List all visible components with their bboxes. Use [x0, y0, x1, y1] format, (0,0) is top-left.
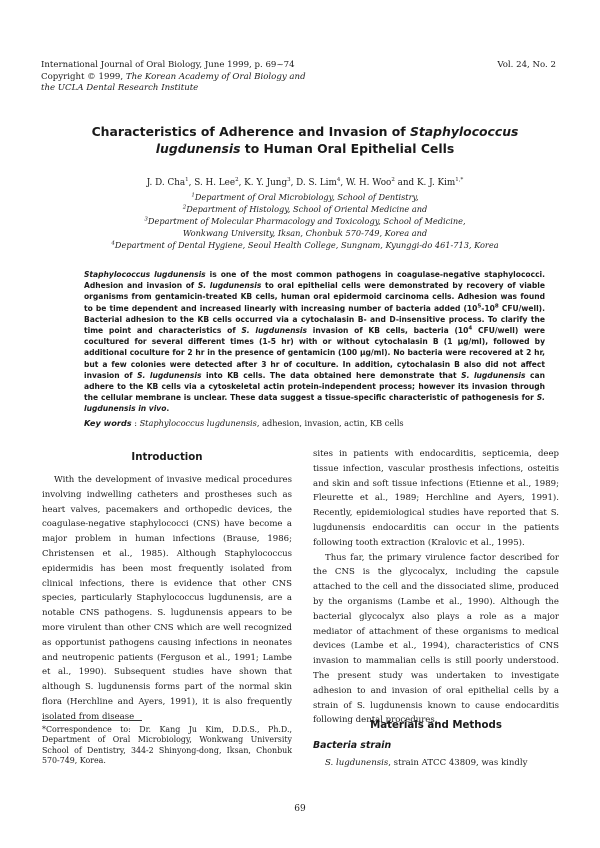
footnote-rule	[42, 720, 142, 721]
affiliation-text: Wonkwang University, Iksan, Chonbuk 570-749, Korea and	[182, 228, 428, 238]
correspondence-footnote: *Correspondence to: Dr. Kang Ju Kim, D.D.S., Ph.D., Department of Oral Microbiology, Wonkwang University School of Dentistry, 344-2 Shinyong-dong, Iksan, Chonbuk 570-749, Korea.	[42, 725, 292, 766]
abstract-text: invasion of KB cells, bacteria (10	[307, 326, 469, 336]
keywords-sep: :	[131, 418, 140, 428]
intro-heading: Introduction	[131, 452, 203, 463]
affiliation-sup: 3	[144, 216, 148, 223]
affiliation-text: Department of Histology, School of Oriental Medicine and	[186, 204, 428, 214]
abstract-text: CFU/well) were cocultured for several different times (1-5 hr) with or without cytochalasin B (1 µg/ml), followed by additional coculture for 2 hr in the presence of gentamicin (100 µg/ml). No bacteria were recovered at 2 hr, but a few colonies were detected after 3 hr of coculture. In addition, cytochalasin B also did not affect invasion of	[84, 326, 545, 380]
abstract-text: into KB cells. The data obtained here demonstrate that	[201, 370, 462, 380]
copyright-org: The Korean Academy of Oral Biology and	[125, 71, 306, 82]
volume-label: Vol. 24, No. 2	[497, 60, 556, 70]
methods-first-line	[313, 758, 559, 768]
bacteria-strain-heading: Bacteria strain	[313, 740, 392, 751]
abstract-text: -10	[481, 303, 495, 313]
right-column	[313, 447, 559, 728]
intro-paragraph-3: Thus far, the primary virulence factor described for the CNS is the glycocalyx, including the capsule attached to the cell and the dissociated slime, produced by the organisms (Lambe et al., 1990). Although the bacterial glycocalyx also plays a role as a major mediator of attachment of these organisms to medical devices (Lambe et al., 1994), characteristics of CNS invasion to mammalian cells is still poorly understood. The present study was undertaken to investigate adhesion to and invasion of oral epithelial cells by a strain of S. lugdunensis known to cause endocarditis following dental procedures.	[313, 552, 559, 726]
abstract-text: .	[166, 404, 170, 414]
methods-text: , strain ATCC 43809, was kindly	[388, 758, 528, 768]
author-sup: 1,*	[455, 177, 464, 184]
species-name: S. lugdunensis	[197, 281, 262, 291]
keywords-species: Staphylococcus lugdunensis	[139, 418, 257, 428]
species-name: Staphylococcus lugdunensis	[84, 270, 206, 279]
intro-paragraph-1: With the development of invasive medical procedures involving indwelling catheters and prostheses such as heart valves, pacemakers and orthopedic devices, the coagulase-negative staphylococci (CNS) have become a major problem in human infections (Brause, 1986; Christensen et al., 1985). Although Staphylococcus epidermidis has been most frequently isolated from clinical infections, there is evidence that other CNS species, particularly Staphylococcus lugdunensis, are a notable CNS pathogens. S. lugdunensis appears to be more virulent than other CNS which are well recognized as opportunist pathogens causing infections in neonates and neutropenic patients (Ferguson et al., 1991; Lambe et al., 1990). Subsequent studies have shown that although S. lugdunensis forms part of the normal skin flora (Herchline and Ayers, 1991), it is also frequently isolated from disease	[42, 475, 292, 722]
methods-heading: Materials and Methods	[370, 720, 502, 731]
author: and K. J. Kim	[394, 178, 456, 188]
species-name: S. lugdunensis	[241, 326, 308, 336]
affiliation-text: Department of Oral Microbiology, School of Dentistry,	[194, 192, 419, 202]
affiliation-3	[60, 215, 550, 227]
affiliation-4	[60, 239, 550, 251]
copyright-line3: the UCLA Dental Research Institute	[41, 83, 199, 93]
author-sup: 2	[235, 177, 239, 184]
affiliation-text: Department of Dental Hygiene, Seoul Health College, Sungnam, Kyunggi-do 461-713, Korea	[114, 240, 499, 250]
author: , S. H. Lee	[188, 178, 236, 188]
abstract-text: CFU/well). Bacterial adhesion to the KB cells occurred via a cytochalasin B- and D-insensitive process. To clarify the time point and characteristics of	[84, 303, 545, 336]
page-number: 69	[294, 804, 306, 814]
left-column	[42, 473, 292, 725]
journal-header	[41, 60, 306, 95]
species-name: S. lugdunensis	[325, 758, 389, 768]
exponent: 5	[477, 303, 482, 310]
affiliation-sup: 4	[111, 240, 115, 247]
keywords-label: Key words	[84, 418, 132, 428]
author: , W. H. Woo	[340, 178, 392, 188]
species-name: S. lugdunensis	[137, 370, 202, 380]
author-list	[80, 177, 530, 190]
abstract-text: is one of the most common pathogens in coagulase-negative staphylococci. Adhesion and invasion of	[84, 270, 545, 291]
species-name: S. lugdunensis in vivo	[84, 393, 545, 414]
keywords-rest: , adhesion, invasion, actin, KB cells	[256, 418, 404, 428]
abstract-text: can adhere to the KB cells via a cytoskeletal actin protein-independent process; however its invasion through the cellular membrane is unclear. These data suggest a tissue-specific characteristic of pathogenesis for	[84, 370, 545, 403]
journal-line: International Journal of Oral Biology, June 1999, p. 69~74	[41, 60, 295, 70]
author: , D. S. Lim	[290, 178, 337, 188]
exponent: 4	[468, 325, 473, 332]
abstract-text: to oral epithelial cells were demonstrated by recovery of viable organisms from gentamicin-treated KB cells, human oral epidermoid carcinoma cells. Adhesion was found to be time dependent and increased linearly with increasing number of bacteria added (10	[84, 281, 545, 313]
affiliation-sup: 1	[191, 192, 195, 199]
species-name: S. lugdunensis	[461, 370, 526, 380]
abstract	[84, 269, 545, 415]
title-part1: Characteristics of Adherence and Invasion of	[91, 124, 410, 139]
author: , K. Y. Jung	[238, 178, 288, 188]
author-sup: 2	[391, 177, 395, 184]
affiliation-sup: 2	[182, 204, 187, 211]
copyright-prefix: Copyright © 1999,	[41, 71, 126, 82]
title-italic2: lugdunensis	[155, 141, 241, 156]
affiliation-3-cont	[60, 227, 550, 239]
author-sup: 3	[287, 177, 291, 184]
affiliation-text: Department of Molecular Pharmacology and Toxicology, School of Medicine,	[147, 216, 466, 226]
exponent: 8	[494, 303, 499, 310]
paper-title	[60, 123, 550, 157]
author-sup: 1	[185, 177, 189, 184]
affiliation-2	[60, 203, 550, 215]
intro-paragraph-2: sites in patients with endocarditis, septicemia, deep tissue infection, vascular prosthesis infections, osteitis and skin and soft tissue infections (Etienne et al., 1989; Fleurette et al., 1989; Herchline and Ayers, 1991). Recently, epidemiological studies have reported that S. lugdunensis endocarditis can occur in the patients following tooth extraction (Kralovic et al., 1995).	[313, 449, 559, 548]
title-part2: to Human Oral Epithelial Cells	[240, 141, 455, 156]
affiliation-1	[60, 191, 550, 203]
keywords	[84, 418, 554, 428]
title-italic1: Staphylococcus	[409, 124, 519, 139]
author: J. D. Cha	[146, 178, 186, 188]
author-sup: 4	[336, 177, 341, 184]
